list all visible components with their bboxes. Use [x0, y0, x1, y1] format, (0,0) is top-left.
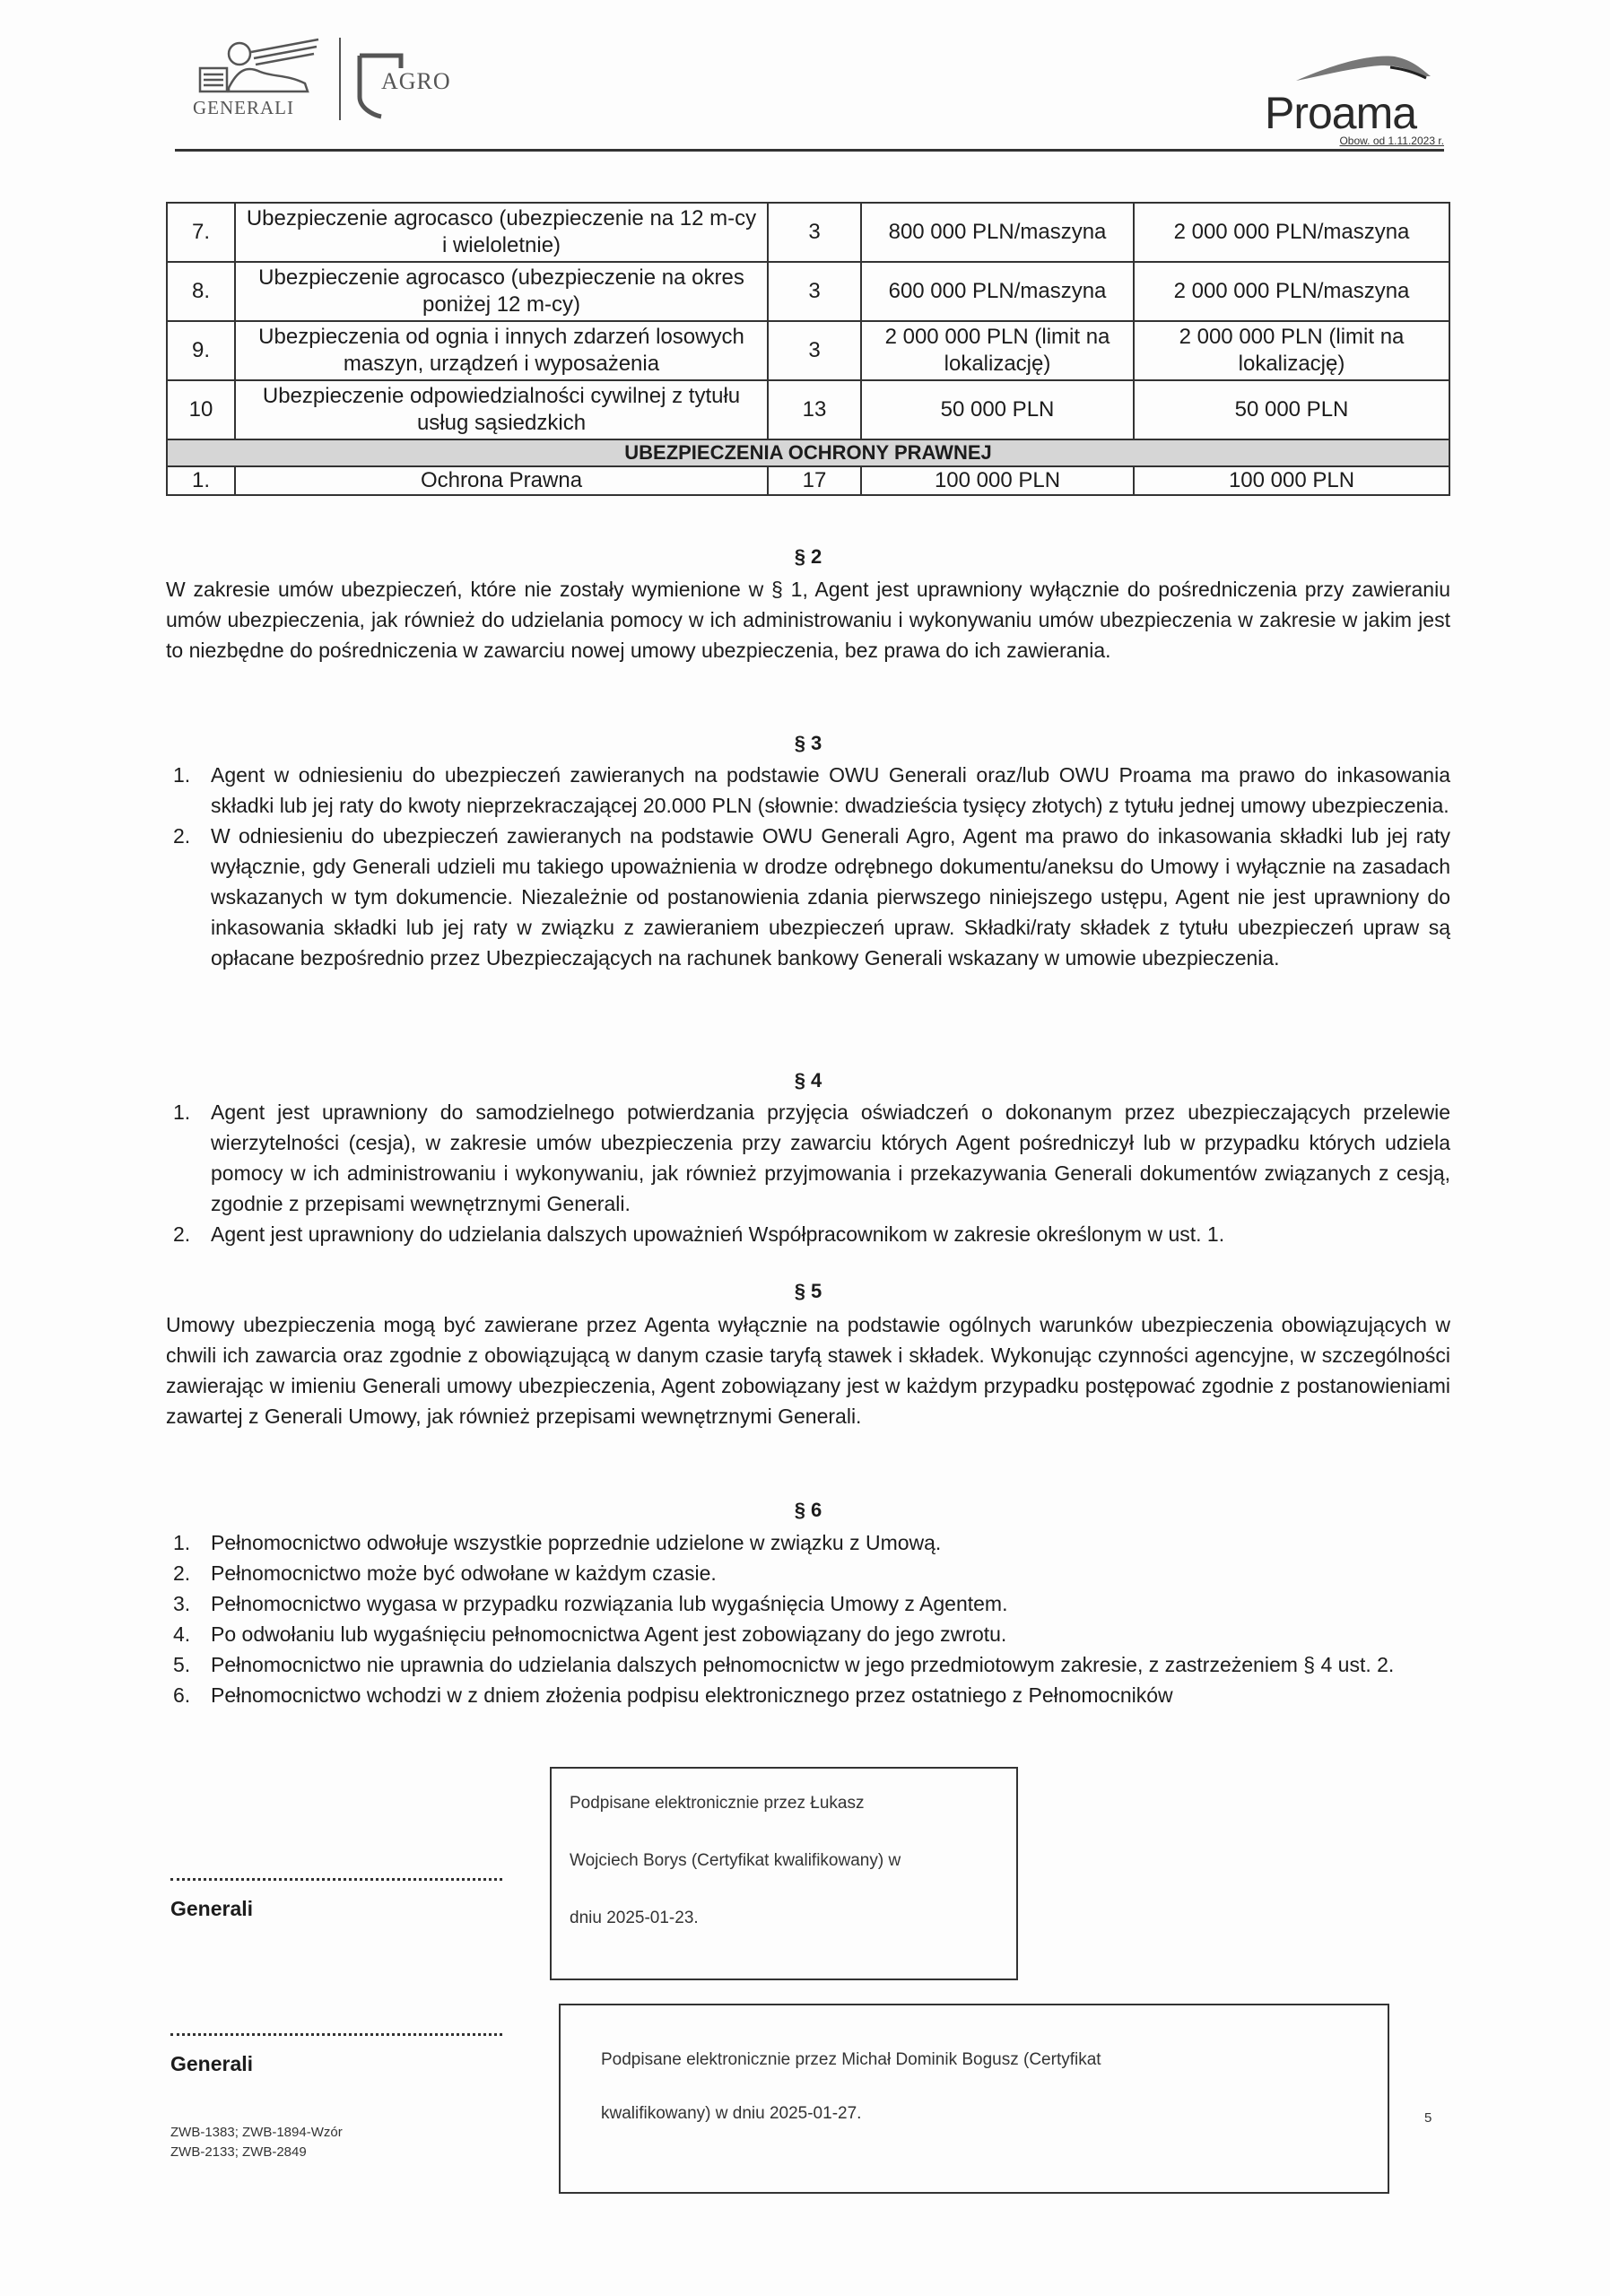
winged-lion-icon	[193, 34, 327, 97]
section-2-text: W zakresie umów ubezpieczeń, które nie zostały wymienione w § 1, Agent jest uprawniony wyłącznie do pośredniczenia przy zawieraniu umów ubezpieczenia, jak również do udzielania pomocy w ich administrowaniu i wykonywaniu umów ubezpieczenia w zakresie w jakim jest to niezbędne do pośredniczenia w zawarciu nowej umowy ubezpieczenia, bez prawa do ich zawierania.	[166, 578, 1450, 662]
logo-divider	[339, 38, 341, 120]
item-text: Agent w odniesieniu do ubezpieczeń zawieranych na podstawie OWU Generali oraz/lub OWU Proama ma prawo do inkasowania składki lub jej raty do kwoty nieprzekraczającej 20.000 PLN (słownie: dwadzieścia tysięcy złotych) z tytułu jednej umowy ubezpieczenia.	[211, 763, 1450, 817]
table-row	[167, 380, 1449, 439]
list-item	[166, 1649, 1413, 1680]
item-text: Pełnomocnictwo może być odwołane w każdym czasie.	[211, 1561, 717, 1585]
item-number: 4.	[173, 1622, 191, 1646]
list-item	[166, 1097, 1450, 1219]
item-number: 1.	[173, 763, 191, 787]
insurance-class: 17	[768, 466, 861, 495]
limit-1: 50 000 PLN	[861, 380, 1134, 439]
agro-logo	[354, 52, 480, 115]
insurance-class: 13	[768, 380, 861, 439]
list-item	[166, 821, 1450, 973]
item-text: Pełnomocnictwo nie uprawnia do udzielania dalszych pełnomocnictw w jego przedmiotowym zakresie, z zastrzeżeniem § 4 ust. 2.	[211, 1653, 1395, 1676]
effective-date: Obow. od 1.11.2023 r.	[1339, 135, 1444, 147]
form-codes-line: ZWB-1383; ZWB-1894-Wzór	[170, 2125, 343, 2140]
signature-text-line: Podpisane elektronicznie przez Michał Dominik Bogusz (Certyfikat	[601, 2050, 1101, 2069]
section-4-list	[166, 1097, 1450, 1249]
limit-1: 100 000 PLN	[861, 466, 1134, 495]
item-text: Agent jest uprawniony do udzielania dalszych upoważnień Współpracownikom w zakresie określonym w ust. 1.	[211, 1222, 1225, 1246]
list-item	[166, 760, 1450, 821]
item-text: Agent jest uprawniony do samodzielnego potwierdzania przyjęcia oświadczeń o dokonanym przez ubezpieczających przelewie wierzytelności (cesja), w zakresie umów ubezpieczenia przy zawarciu których Agent pośredniczył lub w przypadku których udziela pomocy w ich administrowaniu i wykonywaniu, jak również przyjmowania i przekazywania Generali dokumentów związanych z cesją, zgodnie z przepisami wewnętrznymi Generali.	[211, 1100, 1450, 1215]
limit-2: 100 000 PLN	[1134, 466, 1449, 495]
signature-text-line: Wojciech Borys (Certyfikat kwalifikowany) w	[570, 1851, 901, 1870]
insurance-limits-table	[166, 202, 1450, 496]
limit-1: 800 000 PLN/maszyna	[861, 203, 1134, 262]
section-6-list	[166, 1527, 1413, 1710]
signature-text-line: Podpisane elektronicznie przez Łukasz	[570, 1794, 865, 1813]
signature-text-line: dniu 2025-01-23.	[570, 1909, 699, 1927]
row-number: 1.	[167, 466, 235, 495]
table-row	[167, 321, 1449, 380]
insurance-class: 3	[768, 262, 861, 321]
header-divider	[175, 149, 1444, 152]
insurance-type: Ubezpieczenie agrocasco (ubezpieczenie na 12 m-cy i wieloletnie)	[235, 203, 768, 262]
insurance-type: Ubezpieczenie agrocasco (ubezpieczenie na okres poniżej 12 m-cy)	[235, 262, 768, 321]
section-5-title: § 5	[794, 1280, 822, 1302]
section-header-label: UBEZPIECZENIA OCHRONY PRAWNEJ	[167, 439, 1449, 466]
table-row	[167, 203, 1449, 262]
insurance-type: Ubezpieczenia od ognia i innych zdarzeń losowych maszyn, urządzeń i wyposażenia	[235, 321, 768, 380]
table-row	[167, 466, 1449, 495]
item-number: 6.	[173, 1683, 191, 1707]
proama-logo	[1265, 49, 1444, 139]
list-item	[166, 1219, 1450, 1249]
list-item	[166, 1619, 1413, 1649]
item-number: 1.	[173, 1531, 191, 1554]
agro-logo-text: AGRO	[381, 68, 451, 94]
row-number: 9.	[167, 321, 235, 380]
generali-logo-text: GENERALI	[193, 97, 294, 118]
item-text: Po odwołaniu lub wygaśnięciu pełnomocnictwa Agent jest zobowiązany do jego zwrotu.	[211, 1622, 1007, 1646]
signature-line	[170, 1878, 502, 1881]
limit-2: 50 000 PLN	[1134, 380, 1449, 439]
insurance-class: 3	[768, 321, 861, 380]
list-item	[166, 1588, 1413, 1619]
limit-2: 2 000 000 PLN/maszyna	[1134, 203, 1449, 262]
limit-1: 600 000 PLN/maszyna	[861, 262, 1134, 321]
section-4-title: § 4	[794, 1069, 822, 1091]
table-row	[167, 262, 1449, 321]
signatory-label: Generali	[170, 1897, 254, 1920]
limit-2: 2 000 000 PLN/maszyna	[1134, 262, 1449, 321]
form-codes-line: ZWB-2133; ZWB-2849	[170, 2144, 307, 2160]
generali-logo	[193, 34, 327, 124]
item-text: Pełnomocnictwo odwołuje wszystkie poprzednie udzielone w związku z Umową.	[211, 1531, 942, 1554]
signatory-label: Generali	[170, 2052, 254, 2075]
section-3-title: § 3	[794, 732, 822, 754]
item-number: 2.	[173, 1561, 191, 1585]
insurance-class: 3	[768, 203, 861, 262]
row-number: 10	[167, 380, 235, 439]
limit-1: 2 000 000 PLN (limit na lokalizację)	[861, 321, 1134, 380]
electronic-signature-box	[550, 1767, 1018, 1980]
limit-2: 2 000 000 PLN (limit na lokalizację)	[1134, 321, 1449, 380]
signature-line	[170, 2033, 502, 2036]
section-5-text: Umowy ubezpieczenia mogą być zawierane przez Agenta wyłącznie na podstawie ogólnych warunków ubezpieczenia obowiązujących w chwili ich zawarcia oraz zgodnie z obowiązującą w danym czasie taryfą stawek i składek. Wykonując czynności agencyjne, w szczególności zawierając w imieniu Generali umowy ubezpieczenia, Agent zobowiązany jest w każdym przypadku postępować zgodnie z postanowieniami zawartej z Generali Umowy, jak również przepisami wewnętrznymi Generali.	[166, 1313, 1450, 1428]
section-2-title: § 2	[794, 545, 822, 568]
item-number: 3.	[173, 1592, 191, 1615]
section-3-list	[166, 760, 1450, 973]
list-item	[166, 1680, 1413, 1710]
insurance-type: Ochrona Prawna	[235, 466, 768, 495]
item-text: Pełnomocnictwo wchodzi w z dniem złożenia podpisu elektronicznego przez ostatniego z Pełnomocników	[211, 1683, 1173, 1707]
proama-swoosh-icon	[1265, 49, 1444, 85]
item-number: 5.	[173, 1653, 191, 1676]
row-number: 7.	[167, 203, 235, 262]
insurance-type: Ubezpieczenie odpowiedzialności cywilnej z tytułu usług sąsiedzkich	[235, 380, 768, 439]
list-item	[166, 1558, 1413, 1588]
proama-logo-text: Proama	[1265, 88, 1417, 138]
form-codes	[170, 2123, 343, 2162]
section-6-title: § 6	[794, 1499, 822, 1521]
item-text: W odniesieniu do ubezpieczeń zawieranych na podstawie OWU Generali Agro, Agent ma prawo do inkasowania składki lub jej raty wyłącznie, gdy Generali udzieli mu takiego upoważnienia w drodze odrębnego dokumentu/aneksu do Umowy i wyłącznie na zasadach wskazanych w tym dokumencie. Niezależnie od postanowienia zdania pierwszego niniejszego ustępu, Agent nie jest uprawniony do inkasowania składki lub jej raty w związku z zawieraniem ubezpieczeń upraw. Składki/raty składek z tytułu ubezpieczeń upraw są opłacane bezpośrednio przez Ubezpieczających na rachunek bankowy Generali wskazany w umowie ubezpieczenia.	[211, 824, 1450, 970]
page-number: 5	[1424, 2110, 1432, 2126]
signature-text-line: kwalifikowany) w dniu 2025-01-27.	[601, 2104, 862, 2123]
table-section-header	[167, 439, 1449, 466]
item-text: Pełnomocnictwo wygasa w przypadku rozwiązania lub wygaśnięcia Umowy z Agentem.	[211, 1592, 1008, 1615]
electronic-signature-box	[559, 2004, 1389, 2194]
item-number: 2.	[173, 824, 191, 848]
row-number: 8.	[167, 262, 235, 321]
item-number: 1.	[173, 1100, 191, 1124]
item-number: 2.	[173, 1222, 191, 1246]
list-item	[166, 1527, 1413, 1558]
